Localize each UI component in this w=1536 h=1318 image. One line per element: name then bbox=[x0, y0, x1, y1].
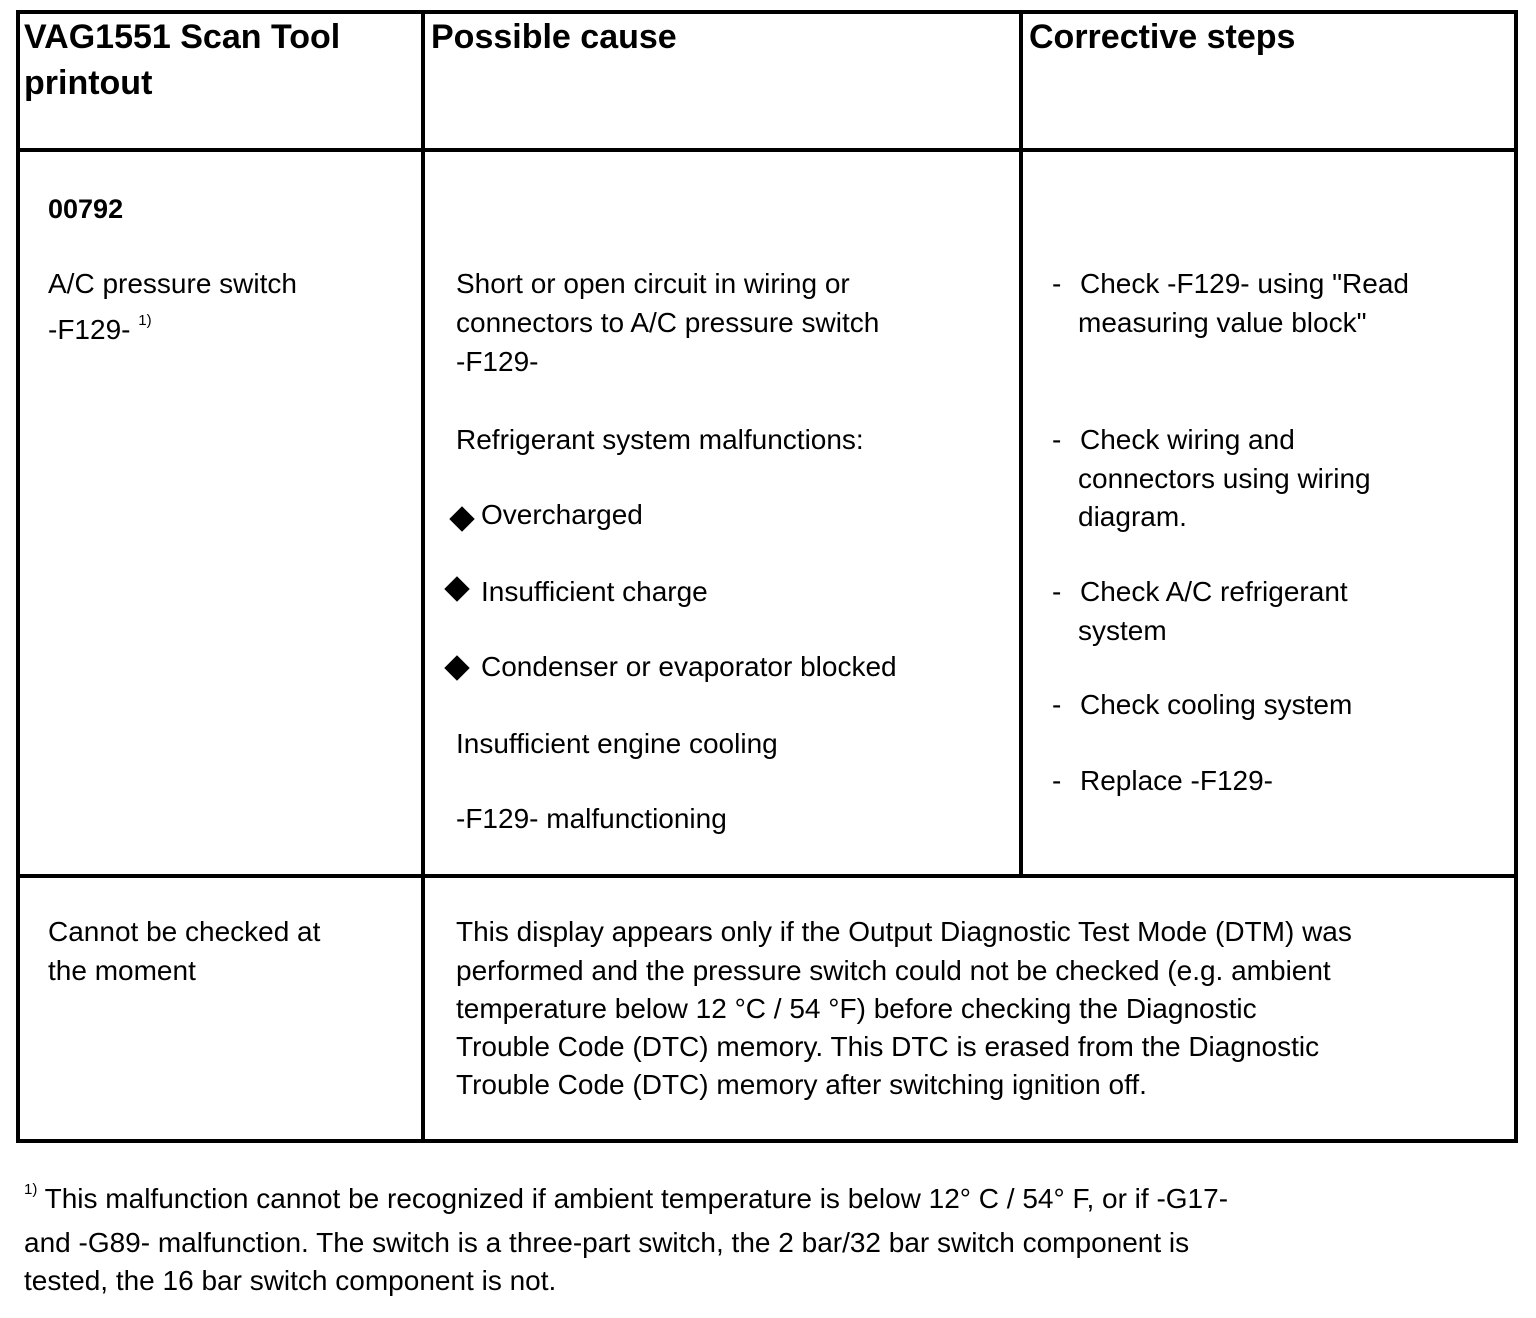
header-possible-cause: Possible cause bbox=[431, 18, 677, 56]
header-divider bbox=[16, 148, 1518, 152]
step-1-line2: measuring value block" bbox=[1078, 307, 1367, 338]
step-dash: - bbox=[1052, 268, 1062, 299]
cause-refrigerant-heading: Refrigerant system malfunctions: bbox=[456, 424, 864, 455]
column-divider-1 bbox=[421, 10, 425, 1143]
footnote-line2: and -G89- malfunction. The switch is a three-part switch, the 2 bar/32 bar switch component is bbox=[24, 1226, 1190, 1258]
footnote-reference: 1) bbox=[138, 312, 152, 329]
step-2-line2: connectors using wiring bbox=[1078, 463, 1371, 494]
step-5: - Replace -F129- bbox=[1052, 762, 1273, 801]
cause-short-open-line3: -F129- bbox=[456, 346, 539, 377]
step-dash: - bbox=[1052, 765, 1062, 796]
fault-code: 00792 bbox=[48, 194, 124, 224]
column-divider-2 bbox=[1019, 10, 1023, 878]
table-border-left bbox=[16, 10, 20, 1143]
step-3-line2: system bbox=[1078, 615, 1167, 646]
bullet-diamond-icon bbox=[444, 576, 469, 601]
status-label-line2: the moment bbox=[48, 955, 196, 986]
status-description-line3: temperature below 12 °C / 54 °F) before checking the Diagnostic bbox=[456, 993, 1257, 1024]
status-description-line4: Trouble Code (DTC) memory. This DTC is erased from the Diagnostic bbox=[456, 1031, 1320, 1062]
cause-short-open-line1: Short or open circuit in wiring or bbox=[456, 268, 850, 299]
component-name-line1: A/C pressure switch bbox=[48, 268, 297, 299]
status-description-line5: Trouble Code (DTC) memory after switching ignition off. bbox=[456, 1069, 1147, 1100]
bullet-diamond-icon bbox=[444, 655, 469, 680]
bullet-diamond-icon bbox=[449, 506, 474, 531]
table-border-right bbox=[1514, 10, 1518, 1143]
row-divider bbox=[16, 874, 1518, 878]
header-corrective-steps: Corrective steps bbox=[1029, 18, 1296, 56]
cause-f129-malfunctioning: -F129- malfunctioning bbox=[456, 803, 727, 834]
step-4: - Check cooling system bbox=[1052, 686, 1352, 725]
header-scan-tool-line1: VAG1551 Scan Tool bbox=[24, 18, 341, 56]
footnote-line3: tested, the 16 bar switch component is not. bbox=[24, 1265, 557, 1296]
cause-bullet-condenser-blocked: Condenser or evaporator blocked bbox=[481, 651, 897, 682]
step-2-line3: diagram. bbox=[1078, 501, 1187, 532]
cause-short-open-line2: connectors to A/C pressure switch bbox=[456, 307, 880, 338]
footnote bbox=[24, 1180, 1504, 1301]
step-dash: - bbox=[1052, 576, 1062, 607]
step-2-line1: - Check wiring and bbox=[1052, 421, 1295, 460]
status-description-line1: This display appears only if the Output Diagnostic Test Mode (DTM) was bbox=[456, 916, 1352, 947]
footnote-line1: $^{1)}$ This malfunction cannot be recognized if ambient temperature is below 12° C / 54° F, or if -G17- bbox=[24, 1181, 1229, 1214]
status-label-line1: Cannot be checked at bbox=[48, 916, 321, 947]
step-1-line1: - Check -F129- using "Read bbox=[1052, 265, 1409, 304]
table-border-bottom bbox=[16, 1139, 1518, 1143]
step-dash: - bbox=[1052, 689, 1062, 720]
status-description-line2: performed and the pressure switch could not be checked (e.g. ambient bbox=[456, 955, 1331, 986]
footnote-mark: 1) bbox=[24, 1181, 38, 1198]
step-3-line1: - Check A/C refrigerant bbox=[1052, 573, 1348, 612]
step-dash: - bbox=[1052, 424, 1062, 455]
component-name-line2: -F129- $^{1)}$ bbox=[48, 312, 152, 345]
cause-engine-cooling: Insufficient engine cooling bbox=[456, 728, 778, 759]
header-scan-tool-line2: printout bbox=[24, 64, 153, 102]
cause-bullet-overcharged: Overcharged bbox=[481, 499, 643, 530]
cause-bullet-insufficient-charge: Insufficient charge bbox=[481, 576, 708, 607]
